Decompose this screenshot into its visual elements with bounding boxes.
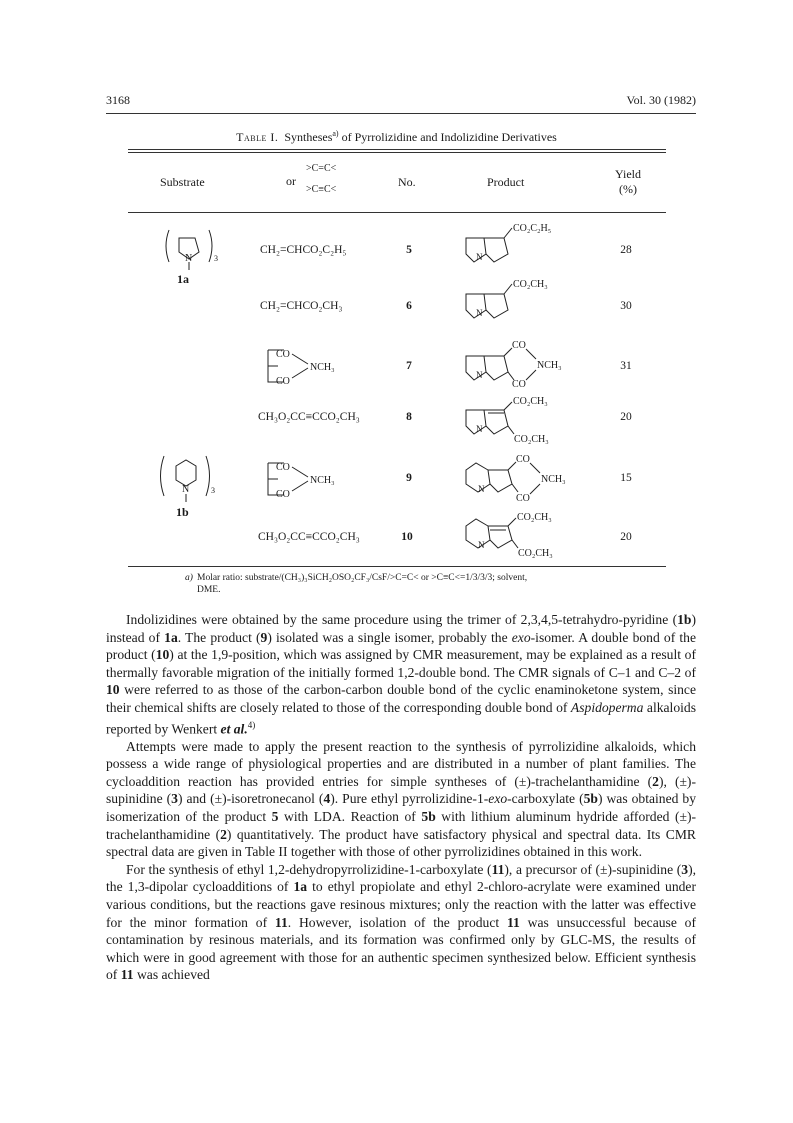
text-run: 5b [583,791,598,807]
row-9-dipolarophile-imide: NCH₃ [310,475,335,486]
row-7-yield: 31 [620,360,632,372]
substrate-1a-structure [165,228,235,272]
text-run: 2 [220,826,227,842]
text-run: were referred to as those of the carbon-carbon double bond of the cyclic enaminoketone system, since their chemical shifts are closely related to those of the corresponding double bond of [106,682,696,715]
text-run: 11 [274,914,288,930]
text-run: 2 [652,773,659,789]
body-text [106,611,696,984]
text-run: with LDA. Reaction of [278,809,422,825]
running-header [106,93,696,111]
header-substrate: Substrate [160,175,205,189]
substrate-1b-n-atom: N [182,484,190,495]
row-7-number: 7 [406,360,412,372]
text-run: 1b [677,612,692,627]
header-or: or [286,174,296,188]
substrate-1a-n-atom: N [185,253,193,264]
text-run: 4 [323,791,331,807]
product-6-n-atom: N [476,308,483,318]
page-number: 3168 [106,93,130,107]
text-run: 9 [260,629,268,645]
table-top-rule-double [128,152,666,153]
product-5-n-atom: N [476,252,483,262]
product-9-imide: NCH₃ [541,474,566,485]
text-run: 1a [164,629,178,645]
text-run: ) instead of [106,612,696,645]
row-5-dipolarophile: CH₂=CHCO₂C₂H₅ [260,244,347,256]
text-run: For the synthesis of ethyl 1,2-dehydropyrrolizidine-1-carboxylate ( [126,861,492,877]
text-run: to ethyl propiolate and ethyl 2-chloro-acrylate were examined under various conditions, but the reactions gave resinous mixtures; only the reaction with the latter was effective for the minor formation of [106,879,696,930]
paragraph [106,611,696,738]
text-run: exo [511,629,531,645]
text-run: ) was obtained by isomerization of the product [106,791,696,825]
product-6-structure [464,276,574,320]
table-caption-text-a: Syntheses [284,130,333,144]
row-8-yield: 20 [620,411,632,423]
product-5-structure [464,220,584,264]
journal-volume: Vol. 30 (1982) [626,93,696,107]
product-7-imide: NCH₃ [537,360,562,371]
row-8-dipolarophile: CH₃O₂CC≡CCO₂CH₃ [258,411,360,423]
table-caption-label: Table I. [236,130,279,144]
text-run: -carboxylate ( [507,791,584,807]
substrate-1b-subscript: 3 [211,486,215,495]
paragraph [106,738,696,861]
row-5-yield: 28 [620,244,632,256]
text-run: Attempts were made to apply the present reaction to the synthesis of pyrrolizidine alkaloids, which possess a wide range of physiological properties and are distributed in a number of plant families. The cycloaddition reaction has provided entries for simple syntheses of (±)-trachelanthamidine ( [106,738,696,789]
substrate-label-1a: 1a [177,272,189,286]
row-6-dipolarophile: CH₂=CHCO₂CH₃ [260,300,343,312]
text-run: 1a [293,879,308,895]
text-run: ), (±)-supinidine ( [106,773,696,807]
text-run: -isomer. A double bond of the product ( [106,629,696,663]
header-rule [106,113,696,114]
row-9-number: 9 [406,472,412,484]
product-7-carbonyl-bottom: CO [512,379,526,390]
row-7-dipolarophile-imide: NCH₃ [310,362,335,373]
text-run: 11 [506,914,520,930]
text-run: ). Pure ethyl pyrrolizidine-1- [330,791,489,807]
row-8-number: 8 [406,411,412,423]
text-run: alkaloids reported by Wenkert [106,699,696,737]
text-run: exo [488,791,508,807]
text-run: ) and (±)-isoretronecanol ( [177,791,324,807]
text-run: ) isolated was a single isomer, probably the [267,629,512,645]
product-10-n-atom: N [478,540,485,550]
text-run: Aspidoperma [570,699,644,715]
product-9-carbonyl-top: CO [516,454,530,465]
substrate-1a-subscript: 3 [214,254,218,263]
row-10-dipolarophile: CH₃O₂CC≡CCO₂CH₃ [258,531,360,543]
text-run: 11 [120,967,134,983]
product-8-n-atom: N [476,424,483,434]
product-8-ester-top: CO₂CH₃ [513,396,548,407]
row-10-yield: 20 [620,531,632,543]
row-6-yield: 30 [620,300,632,312]
text-run: was unsuccessful because of contamination by resinous materials, and its formation was confirmed only by GLC-MS, the results of which were in good agreement with those for an authentic specimen synthesized below. Efficient synthesis of [106,914,696,983]
footnote-line-2: DME. [197,585,221,595]
row-9-yield: 15 [620,472,632,484]
product-8-ester-bottom: CO₂CH₃ [514,434,549,445]
table-footnote [185,572,617,596]
text-run: with lithium aluminum hydride afforded (±)-trachelanthamidine ( [106,809,696,842]
row-9-dipolarophile-carbonyl-bottom: CO [276,489,290,500]
table-bottom-rule [128,566,666,567]
text-run: . The product ( [177,629,261,645]
paragraph [106,861,696,984]
text-run: 3 [681,861,689,877]
table-header-rule [128,212,666,213]
product-9-carbonyl-bottom: CO [516,493,530,504]
header-yield: Yield [615,167,641,181]
product-7-structure [464,340,584,388]
product-7-n-atom: N [476,370,483,380]
text-run: was achieved [133,967,210,983]
text-run: ) quantitatively. The product have satisfactory physical and spectral data. Its CMR spectral data are given in Table II together with those of other pyrrolizidines obtained in this work. [106,826,696,860]
product-5-ester-group: CO₂C₂H₅ [513,223,552,234]
table-caption-text-b: of Pyrrolizidine and Indolizidine Derivatives [338,130,557,144]
text-run: 10 [155,647,170,663]
text-run: ), a precursor of (±)-supinidine ( [504,861,682,877]
table-top-rule [128,149,666,150]
text-run: 4) [247,719,256,730]
footnote-marker: a) [185,573,193,583]
product-10-ester-top: CO₂CH₃ [517,512,552,523]
row-9-dipolarophile-carbonyl-top: CO [276,462,290,473]
row-9-dipolarophile-structure [264,457,374,499]
header-alkene: >C=C< [306,163,337,174]
text-run: ), the 1,3-dipolar cycloadditions of [106,861,697,895]
row-6-number: 6 [406,300,412,312]
product-10-ester-bottom: CO₂CH₃ [518,548,553,559]
row-7-dipolarophile-carbonyl-bottom: CO [276,376,290,387]
row-7-dipolarophile-carbonyl-top: CO [276,349,290,360]
text-run: . However, isolation of the product [287,914,507,930]
text-run: 3 [171,791,178,807]
text-run: ) at the 1,9-position, which was assigned by CMR measurement, may be explained as a result of thermally favorable migration of the initially formed 1,2-double bond. The CMR signals of C–1 and C–2 of [106,647,696,680]
text-run: 10 [106,682,120,698]
product-7-carbonyl-top: CO [512,340,526,351]
header-alkyne: >C≡C< [306,184,337,195]
product-10-structure [464,508,594,560]
table-caption-footnote-mark: a) [332,129,339,138]
header-product: Product [487,175,525,189]
product-9-n-atom: N [478,484,485,494]
product-6-ester-group: CO₂CH₃ [513,279,548,290]
row-7-dipolarophile-structure [264,344,374,386]
substrate-1b-structure [160,452,234,506]
table-caption [0,129,793,145]
header-yield-unit: (%) [619,182,637,196]
row-10-number: 10 [401,531,413,543]
substrate-label-1b: 1b [176,505,189,519]
text-run: et al. [220,721,248,737]
footnote-line-1: Molar ratio: substrate/(CH₃)₃SiCH₂OSO₂CF₃/CsF/>C=C< or >C≡C<=1/3/3/3; solvent, [197,573,528,583]
text-run: 5 [271,809,279,825]
header-no: No. [398,175,416,189]
text-run: Indolizidines were obtained by the same procedure using the trimer of 2,3,4,5-tetrahydro-pyridine ( [126,612,678,627]
product-8-structure [464,394,584,444]
product-9-structure [464,452,594,502]
text-run: 11 [491,861,505,877]
text-run: 5b [421,809,436,825]
row-5-number: 5 [406,244,412,256]
